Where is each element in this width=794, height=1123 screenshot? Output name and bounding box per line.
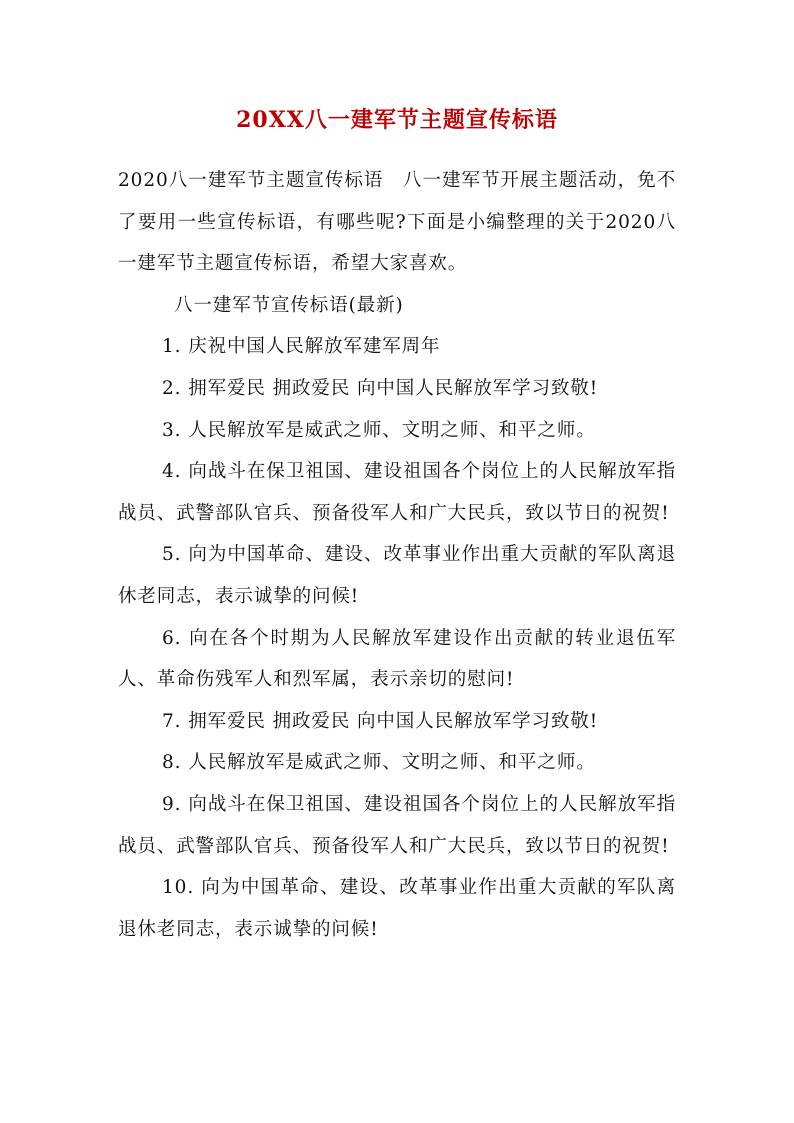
slogan-item-1: 1. 庆祝中国人民解放军建军周年 bbox=[162, 336, 441, 358]
slogan-item-5: 5. 向为中国革命、建设、改革事业作出重大贡献的军队离退休老同志，表示诚挚的问候! bbox=[118, 544, 676, 607]
slogan-item-9: 9. 向战斗在保卫祖国、建设祖国各个岗位上的人民解放军指战员、武警部队官兵、预备役军人和广大民兵，致以节日的祝贺! bbox=[118, 793, 676, 857]
slogan-item-2: 2. 拥军爱民 拥政爱民 向中国人民解放军学习致敬! bbox=[162, 377, 599, 399]
slogan-item-4: 4. 向战斗在保卫祖国、建设祖国各个岗位上的人民解放军指战员、武警部队官兵、预备役军人和广大民兵，致以节日的祝贺! bbox=[118, 461, 676, 524]
slogan-item-10: 10. 向为中国革命、建设、改革事业作出重大贡献的军队离退休老同志，表示诚挚的问候! bbox=[118, 877, 676, 940]
document-title: 20XX八一建军节主题宣传标语 bbox=[236, 107, 558, 133]
slogan-item-3: 3. 人民解放军是威武之师、文明之师、和平之师。 bbox=[162, 419, 596, 441]
section-subheading: 八一建军节宣传标语(最新) bbox=[174, 294, 404, 316]
document-body bbox=[118, 160, 676, 950]
intro-paragraph: 2020八一建军节主题宣传标语 八一建军节开展主题活动，免不了要用一些宣传标语，有哪些呢?下面是小编整理的关于2020八一建军节主题宣传标语，希望大家喜欢。 bbox=[118, 170, 676, 275]
slogan-item-8: 8. 人民解放军是威武之师、文明之师、和平之师。 bbox=[162, 752, 596, 774]
slogan-item-7: 7. 拥军爱民 拥政爱民 向中国人民解放军学习致敬! bbox=[162, 710, 599, 732]
slogan-item-6: 6. 向在各个时期为人民解放军建设作出贡献的转业退伍军人、革命伤残军人和烈军属，表示亲切的慰问! bbox=[118, 627, 676, 691]
